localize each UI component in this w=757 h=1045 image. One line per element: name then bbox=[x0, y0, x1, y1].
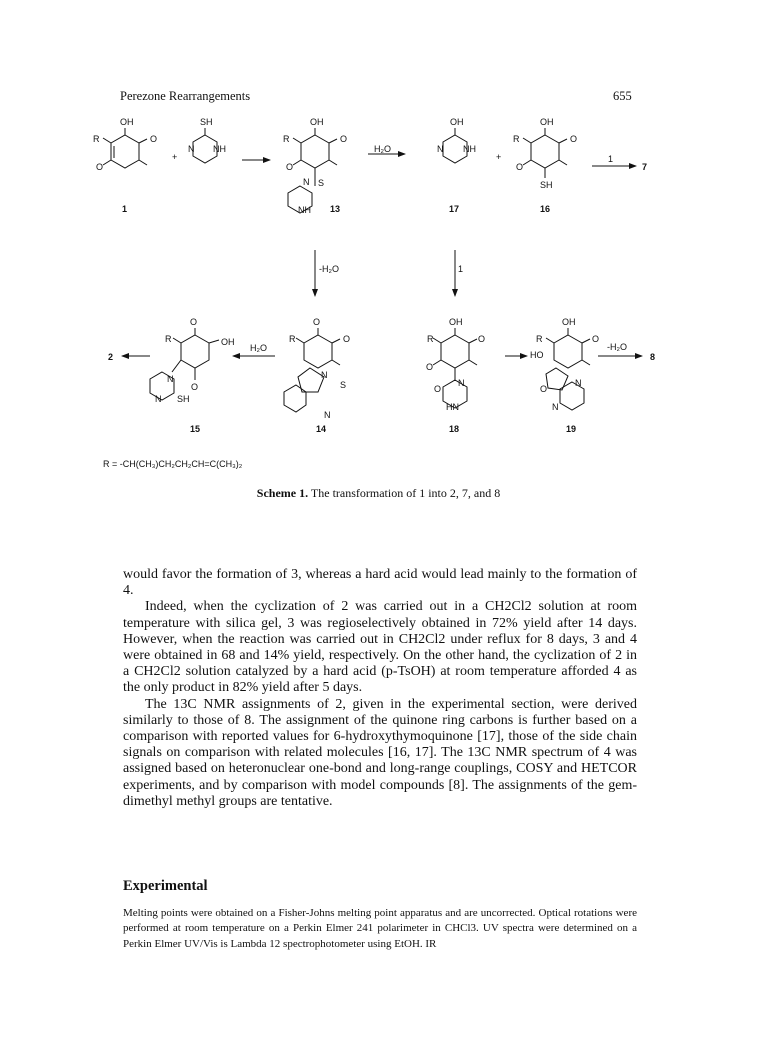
product-label: 2 bbox=[108, 352, 114, 362]
svg-text:N: N bbox=[167, 374, 174, 384]
svg-text:O: O bbox=[191, 382, 199, 392]
compound-label: 13 bbox=[330, 204, 341, 214]
page-number: 655 bbox=[613, 89, 632, 103]
compound-label: 17 bbox=[449, 204, 460, 214]
experimental-text: Melting points were obtained on a Fisher-Johns melting point apparatus and are uncorrected. Optical rotations were performed at room temperature on a Perkin Elmer 241 polarimeter in CHCl3. UV spectra were determined on a Perkin Elmer UV/Vis is Lambda 12 spectrophotometer using EtOH. IR bbox=[123, 907, 637, 950]
svg-text:N: N bbox=[303, 177, 310, 187]
svg-text:O: O bbox=[516, 162, 524, 172]
svg-text:O: O bbox=[343, 334, 351, 344]
svg-text:HO: HO bbox=[530, 350, 544, 360]
svg-text:O: O bbox=[340, 134, 348, 144]
svg-text:SH: SH bbox=[540, 180, 553, 190]
body-text bbox=[123, 567, 637, 810]
svg-text:O: O bbox=[540, 384, 548, 394]
svg-text:R: R bbox=[289, 334, 296, 344]
svg-text:OH: OH bbox=[310, 117, 324, 127]
svg-text:R: R bbox=[536, 334, 543, 344]
svg-text:OH: OH bbox=[221, 337, 235, 347]
reaction-scheme bbox=[0, 0, 757, 500]
svg-text:O: O bbox=[313, 317, 321, 327]
svg-text:O: O bbox=[426, 362, 434, 372]
svg-text:N: N bbox=[458, 378, 465, 388]
svg-text:R: R bbox=[513, 134, 520, 144]
svg-text:OH: OH bbox=[120, 117, 134, 127]
svg-text:N: N bbox=[575, 378, 582, 388]
compound-label: 15 bbox=[190, 424, 201, 434]
arrow-label: 1 bbox=[458, 264, 464, 274]
svg-text:R: R bbox=[165, 334, 172, 344]
compound-label: 18 bbox=[449, 424, 460, 434]
compound-label: 16 bbox=[540, 204, 551, 214]
scheme-caption bbox=[0, 486, 757, 501]
svg-text:OH: OH bbox=[449, 317, 463, 327]
svg-text:SH: SH bbox=[177, 394, 190, 404]
arrow-label: -H₂O bbox=[607, 342, 627, 352]
r-group-definition: R = -CH(CH₃)CH₂CH₂CH=C(CH₃)₂ bbox=[103, 459, 243, 469]
svg-text:O: O bbox=[150, 134, 158, 144]
section-heading: Experimental bbox=[123, 878, 208, 894]
svg-text:R: R bbox=[93, 134, 100, 144]
svg-text:SH: SH bbox=[200, 117, 213, 127]
caption-text: The transformation of 1 into 2, 7, and 8 bbox=[308, 486, 501, 500]
caption-label: Scheme 1. bbox=[256, 486, 309, 500]
product-label: 8 bbox=[650, 352, 656, 362]
svg-text:R: R bbox=[283, 134, 290, 144]
svg-text:O: O bbox=[190, 317, 198, 327]
svg-text:O: O bbox=[434, 384, 442, 394]
compound-label: 1 bbox=[122, 204, 128, 214]
running-title: Perezone Rearrangements bbox=[120, 89, 251, 103]
svg-text:S: S bbox=[318, 178, 325, 188]
svg-text:OH: OH bbox=[450, 117, 464, 127]
paragraph: would favor the formation of 3, whereas a hard acid would lead mainly to the formation of 4. bbox=[123, 567, 637, 599]
svg-text:+: + bbox=[496, 152, 502, 162]
arrow-label: -H₂O bbox=[319, 264, 339, 274]
svg-text:OH: OH bbox=[562, 317, 576, 327]
svg-text:N: N bbox=[437, 144, 444, 154]
svg-text:N: N bbox=[321, 370, 328, 380]
svg-text:S: S bbox=[340, 380, 347, 390]
svg-text:O: O bbox=[96, 162, 104, 172]
svg-text:O: O bbox=[286, 162, 294, 172]
arrow-label: 1 bbox=[608, 154, 614, 164]
svg-text:+: + bbox=[172, 152, 178, 162]
svg-text:HN: HN bbox=[446, 402, 459, 412]
paragraph: Indeed, when the cyclization of 2 was carried out in a CH2Cl2 solution at room temperature with silica gel, 3 was regioselectively obtained in 72% yield after 14 days. However, when the reaction was carried out in CH2Cl2 under reflux for 8 days, 3 and 4 were obtained in 68 and 14% yield, respectively. On the other hand, the cyclization of 2 in a CH2Cl2 solution catalyzed by a hard acid (p-TsOH) at room temperature afforded 4 as the only product in 82% yield after 5 days. bbox=[123, 599, 637, 696]
arrow-label: H₂O bbox=[250, 343, 267, 353]
svg-text:N: N bbox=[155, 394, 162, 404]
compound-label: 19 bbox=[566, 424, 577, 434]
svg-text:O: O bbox=[478, 334, 486, 344]
paragraph: The 13C NMR assignments of 2, given in the experimental section, were derived similarly to those of 8. The assignment of the quinone ring carbons is further based on a comparison with reported values for 6-hydroxythymoquinone [17], those of the side chain signals on comparison with related molecules [16, 17]. The 13C NMR spectrum of 4 was assigned based on heteronuclear one-bond and long-range couplings, COSY and HETCOR experiments, and by comparison with model compounds [8]. The assignments of the gem-dimethyl methyl groups are tentative. bbox=[123, 696, 637, 809]
svg-text:NH: NH bbox=[213, 144, 226, 154]
arrow-label: H₂O bbox=[374, 144, 391, 154]
svg-text:N: N bbox=[324, 410, 331, 420]
product-label: 7 bbox=[642, 162, 648, 172]
svg-text:NH: NH bbox=[463, 144, 476, 154]
compound-label: 14 bbox=[316, 424, 327, 434]
svg-text:N: N bbox=[552, 402, 559, 412]
svg-text:R: R bbox=[427, 334, 434, 344]
svg-text:OH: OH bbox=[540, 117, 554, 127]
svg-text:O: O bbox=[592, 334, 600, 344]
svg-text:NH: NH bbox=[298, 205, 311, 215]
svg-text:O: O bbox=[570, 134, 578, 144]
svg-text:N: N bbox=[188, 144, 195, 154]
